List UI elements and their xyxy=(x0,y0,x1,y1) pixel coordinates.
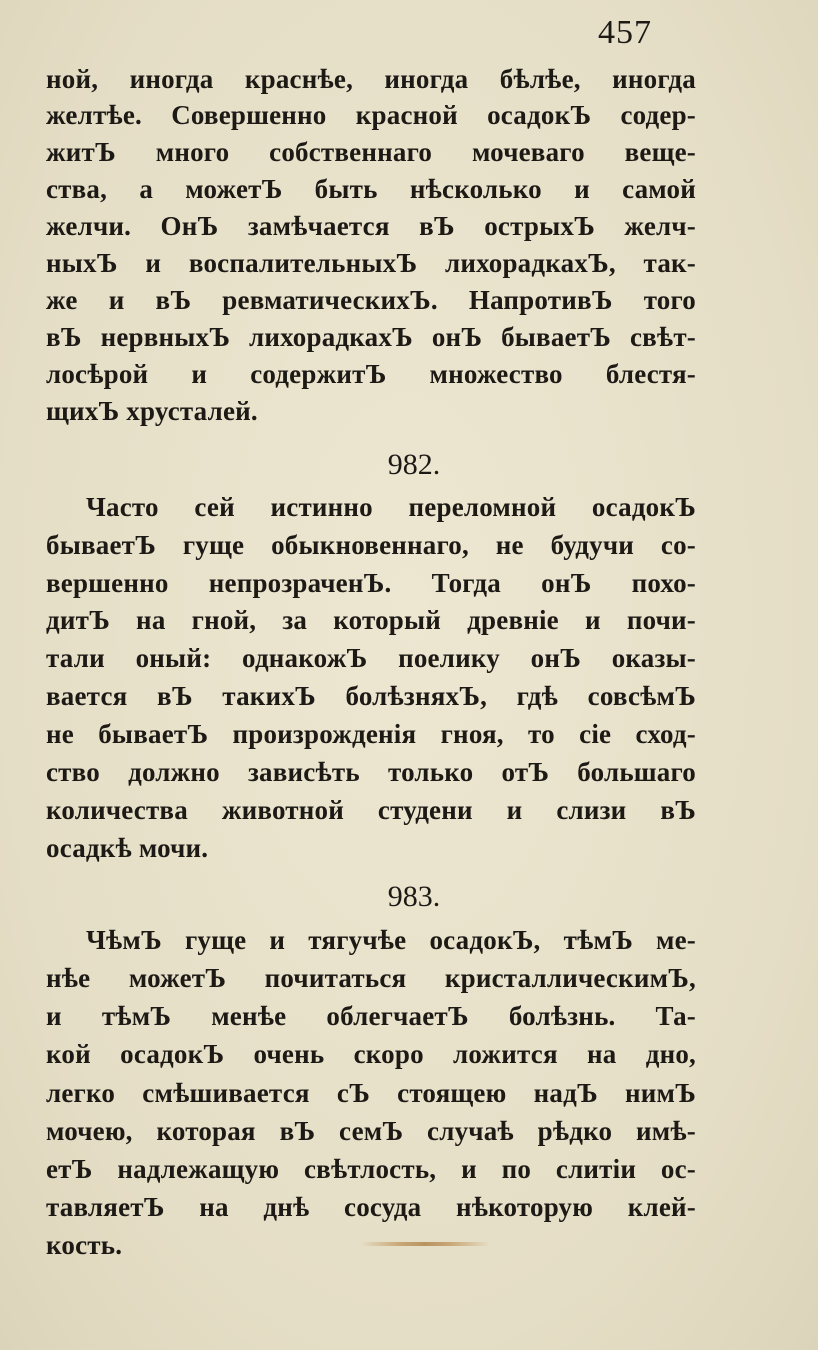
text-line: не бываетЪ произрожденія гноя, то сіе сход- xyxy=(46,719,696,749)
text-line: количества животной студени и слизи вЪ xyxy=(46,795,696,825)
section-number-983: 983. xyxy=(387,880,441,913)
text-line: тали оный: однакожЪ поелику онЪ оказы- xyxy=(46,643,696,673)
text-line: мочею, которая вЪ семЪ случаѣ рѣдко имѣ- xyxy=(46,1116,696,1146)
text-line: кой осадокЪ очень скоро ложится на дно, xyxy=(46,1039,696,1069)
text-line: ныхЪ и воспалительныхЪ лихорадкахЪ, так- xyxy=(46,248,696,278)
text-line: кость. xyxy=(46,1230,123,1260)
text-line: вается вЪ такихЪ болѣзняхЪ, гдѣ совсѣмЪ xyxy=(46,681,696,711)
text-line: и тѣмЪ менѣе облегчаетЪ болѣзнь. Та- xyxy=(46,1001,696,1031)
text-line: вершенно непрозраченЪ. Тогда онЪ похо- xyxy=(46,568,696,598)
text-line: ство должно зависѣть только отЪ большаго xyxy=(46,757,696,787)
text-line: тавляетЪ на днѣ сосуда нѣкоторую клей- xyxy=(46,1192,696,1222)
text-line: ной, иногда краснѣе, иногда бѣлѣе, иногда xyxy=(46,64,696,94)
text-line: житЪ много собственнаго мочеваго веще- xyxy=(46,137,696,167)
text-line: легко смѣшивается сЪ стоящею надЪ нимЪ xyxy=(46,1078,696,1108)
text-line: лосѣрой и содержитЪ множество блестя- xyxy=(46,359,696,389)
text-line: дитЪ на гной, за который древніе и почи- xyxy=(46,605,696,635)
page-number: 457 xyxy=(598,14,652,51)
text-line: же и вЪ ревматическихЪ. НапротивЪ того xyxy=(46,285,696,315)
text-line: ства, а можетЪ быть нѣсколько и самой xyxy=(46,174,696,204)
text-line: бываетЪ гуще обыкновеннаго, не будучи со- xyxy=(46,530,696,560)
text-line: желчи. ОнЪ замѣчается вЪ острыхЪ желч- xyxy=(46,211,696,241)
text-line: желтѣе. Совершенно красной осадокЪ содер- xyxy=(46,100,696,130)
text-line: осадкѣ мочи. xyxy=(46,833,209,863)
text-line: щихЪ хрусталей. xyxy=(46,396,258,426)
text-line: Часто сей истинно переломной осадокЪ xyxy=(86,492,696,522)
text-line: нѣе можетЪ почитаться кристаллическимЪ, xyxy=(46,963,696,993)
decorative-rule xyxy=(360,1242,490,1246)
section-number-982: 982. xyxy=(387,448,441,481)
text-line: етЪ надлежащую свѣтлость, и по слитіи ос- xyxy=(46,1154,696,1184)
text-line: ЧѣмЪ гуще и тягучѣе осадокЪ, тѣмЪ ме- xyxy=(86,925,696,955)
text-line: вЪ нервныхЪ лихорадкахЪ онЪ бываетЪ свѣт- xyxy=(46,322,696,352)
